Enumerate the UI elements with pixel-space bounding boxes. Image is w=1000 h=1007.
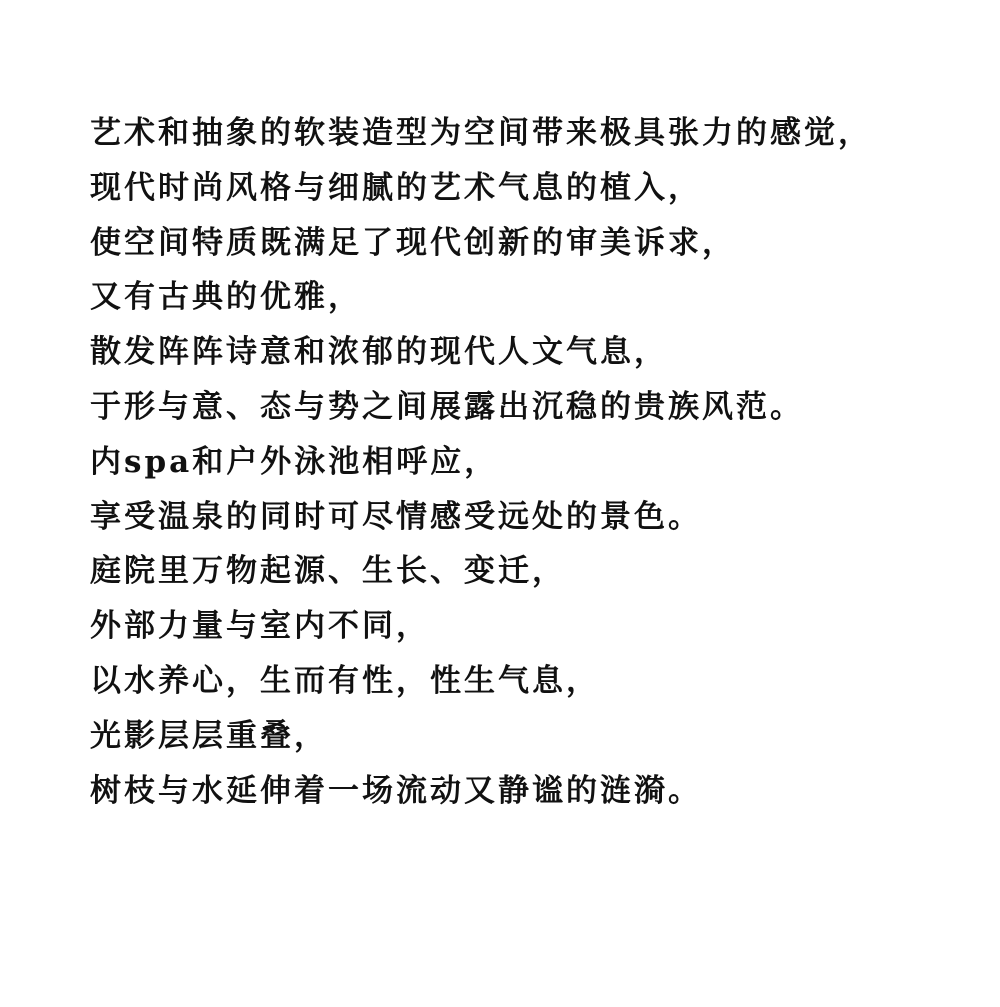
text-line: 艺术和抽象的软装造型为空间带来极具张力的感觉， <box>90 115 872 151</box>
text-line: 以水养心，生而有性，性生气息， <box>90 662 600 699</box>
text-line: 树枝与水延伸着一场流动又静谧的涟漪。 <box>90 772 702 809</box>
text-body <box>90 106 970 818</box>
text-line: 内spa和户外泳池相呼应， <box>90 443 499 480</box>
text-line: 使空间特质既满足了现代创新的审美诉求， <box>90 224 736 261</box>
text-line: 外部力量与室内不同， <box>90 608 430 645</box>
text-line: 现代时尚风格与细腻的艺术气息的植入， <box>90 169 702 206</box>
text-line: 散发阵阵诗意和浓郁的现代人文气息， <box>90 334 668 371</box>
text-line: 享受温泉的同时可尽情感受远处的景色。 <box>90 498 702 535</box>
text-line: 光影层层重叠， <box>90 717 328 754</box>
text-line: 庭院里万物起源、生长、变迁， <box>90 553 566 590</box>
text-line: 又有古典的优雅， <box>90 279 362 316</box>
text-line: 于形与意、态与势之间展露出沉稳的贵族风范。 <box>90 388 804 425</box>
